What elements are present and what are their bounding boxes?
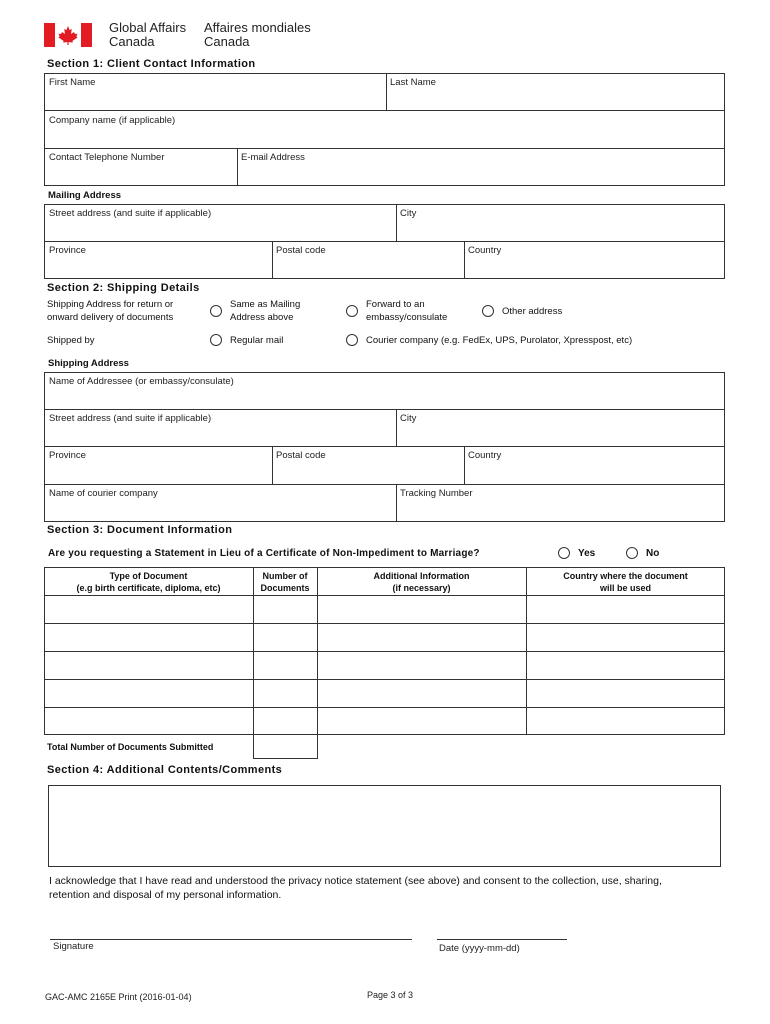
government-logo (44, 23, 92, 47)
page-number: Page 3 of 3 (367, 990, 414, 1000)
section-2-title: Section 2: Shipping Details (47, 282, 200, 294)
courier-name-label: Name of courier company (49, 488, 158, 499)
statement-no-radio[interactable] (626, 547, 638, 559)
logo-text-fr-1: Affaires mondiales (204, 20, 311, 35)
col-number-header (253, 570, 317, 594)
mailing-postal-label: Postal code (276, 245, 326, 256)
regular-mail-radio[interactable] (210, 334, 222, 346)
doc-type-cell[interactable] (46, 710, 255, 735)
same-as-mailing-label-2: Address above (230, 311, 294, 323)
courier-company-radio[interactable] (346, 334, 358, 346)
mailing-street-label: Street address (and suite if applicable) (49, 208, 212, 219)
doc-country-cell[interactable] (528, 682, 727, 707)
shipping-address-option-label (47, 299, 173, 324)
email-input[interactable] (240, 165, 727, 185)
shipping-postal-label: Postal code (276, 450, 326, 461)
email-label: E-mail Address (241, 152, 305, 163)
statement-question: Are you requesting a Statement in Lieu of a Certificate of Non-Impediment to Marriage? (48, 548, 480, 559)
first-name-input[interactable] (46, 90, 388, 110)
shipping-city-input[interactable] (399, 426, 727, 446)
doc-type-cell[interactable] (46, 626, 255, 651)
forward-embassy-label-2: embassy/consulate (366, 311, 448, 323)
date-input[interactable] (437, 918, 571, 940)
logo-text-fr-2: Canada (204, 34, 250, 49)
col-number-header-1: Number of (262, 571, 308, 581)
company-label: Company name (if applicable) (49, 115, 176, 126)
total-documents-label: Total Number of Documents Submitted (47, 742, 214, 752)
statement-yes-label: Yes (578, 548, 596, 559)
divider (44, 679, 725, 680)
statement-no-label: No (646, 548, 660, 559)
comments-textarea[interactable] (50, 787, 723, 869)
doc-country-cell[interactable] (528, 710, 727, 735)
col-type-header-1: Type of Document (109, 571, 188, 581)
same-as-mailing-label (230, 299, 300, 324)
shipping-street-input[interactable] (46, 426, 398, 446)
regular-mail-label: Regular mail (230, 335, 284, 346)
col-info-header-2: (if necessary) (392, 583, 451, 593)
mailing-province-label: Province (49, 245, 86, 256)
mailing-country-input[interactable] (467, 258, 727, 278)
doc-number-cell[interactable] (255, 598, 319, 623)
doc-info-cell[interactable] (319, 654, 528, 679)
date-line (437, 939, 567, 940)
privacy-acknowledgement (49, 874, 662, 902)
shipping-street-label: Street address (and suite if applicable) (49, 413, 212, 424)
shipping-province-label: Province (49, 450, 86, 461)
doc-info-cell[interactable] (319, 710, 528, 735)
doc-type-cell[interactable] (46, 598, 255, 623)
signature-line (50, 939, 412, 940)
signature-label: Signature (53, 941, 94, 952)
divider (44, 595, 725, 596)
other-address-label: Other address (502, 306, 563, 317)
doc-country-cell[interactable] (528, 626, 727, 651)
divider (44, 446, 725, 447)
col-type-header-2: (e.g birth certificate, diploma, etc) (76, 583, 221, 593)
shipping-country-label: Country (468, 450, 502, 461)
shipping-city-label: City (400, 413, 417, 424)
tracking-number-input[interactable] (399, 501, 727, 521)
addressee-input[interactable] (46, 389, 727, 409)
divider (44, 623, 725, 624)
mailing-country-label: Country (468, 245, 502, 256)
forward-embassy-label (366, 299, 447, 324)
other-address-radio[interactable] (482, 305, 494, 317)
mailing-postal-input[interactable] (275, 258, 466, 278)
shipped-by-label: Shipped by (47, 335, 95, 346)
company-input[interactable] (46, 128, 727, 148)
divider (44, 707, 725, 708)
date-label: Date (yyyy-mm-dd) (439, 943, 520, 954)
section-3-title: Section 3: Document Information (47, 524, 233, 536)
doc-number-cell[interactable] (255, 626, 319, 651)
mailing-city-label: City (400, 208, 417, 219)
shipping-province-input[interactable] (46, 463, 274, 483)
shipping-country-input[interactable] (467, 463, 727, 483)
doc-type-cell[interactable] (46, 654, 255, 679)
col-country-header (526, 570, 725, 594)
total-documents-input[interactable] (255, 737, 319, 759)
doc-number-cell[interactable] (255, 654, 319, 679)
doc-info-cell[interactable] (319, 626, 528, 651)
section-4-title: Section 4: Additional Contents/Comments (47, 764, 283, 776)
col-number-header-2: Documents (260, 583, 310, 593)
col-info-header-1: Additional Information (373, 571, 470, 581)
signature-input[interactable] (50, 918, 416, 940)
doc-country-cell[interactable] (528, 654, 727, 679)
canada-flag-icon (44, 23, 92, 47)
col-type-header (44, 570, 253, 594)
mailing-province-input[interactable] (46, 258, 274, 278)
divider (44, 651, 725, 652)
phone-label: Contact Telephone Number (49, 152, 165, 163)
privacy-acknowledgement-line-1: I acknowledge that I have read and understood the privacy notice statement (see above) and consent to the collection, use, sharing, (49, 875, 662, 887)
doc-country-cell[interactable] (528, 598, 727, 623)
statement-yes-radio[interactable] (558, 547, 570, 559)
divider (44, 110, 725, 111)
doc-number-cell[interactable] (255, 682, 319, 707)
shipping-address-option-label-2: onward delivery of documents (47, 311, 174, 323)
phone-input[interactable] (46, 165, 239, 185)
forward-embassy-label-1: Forward to an (366, 299, 425, 310)
doc-info-cell[interactable] (319, 598, 528, 623)
doc-info-cell[interactable] (319, 682, 528, 707)
first-name-label: First Name (49, 77, 96, 88)
privacy-acknowledgement-line-2: retention and disposal of my personal information. (49, 889, 282, 901)
divider (44, 409, 725, 410)
forward-embassy-radio[interactable] (346, 305, 358, 317)
logo-text-en-2: Canada (109, 34, 155, 49)
shipping-address-title: Shipping Address (48, 358, 129, 369)
divider (44, 148, 725, 149)
divider (44, 484, 725, 485)
courier-name-input[interactable] (46, 501, 398, 521)
shipping-postal-input[interactable] (275, 463, 466, 483)
logo-text-en-1: Global Affairs (109, 20, 187, 35)
last-name-label: Last Name (390, 77, 436, 88)
mailing-city-input[interactable] (399, 221, 727, 241)
same-as-mailing-radio[interactable] (210, 305, 222, 317)
divider (44, 241, 725, 242)
doc-number-cell[interactable] (255, 710, 319, 735)
addressee-label: Name of Addressee (or embassy/consulate) (49, 376, 234, 387)
shipping-address-option-label-1: Shipping Address for return or (47, 299, 174, 310)
mailing-address-title: Mailing Address (48, 190, 122, 201)
form-identifier: GAC-AMC 2165E Print (2016-01-04) (45, 992, 192, 1002)
mailing-street-input[interactable] (46, 221, 398, 241)
col-country-header-1: Country where the document (563, 571, 688, 581)
courier-company-label: Courier company (e.g. FedEx, UPS, Purolator, Xpresspost, etc) (366, 335, 633, 346)
col-country-header-2: will be used (599, 583, 651, 593)
section-1-title: Section 1: Client Contact Information (47, 58, 256, 70)
last-name-input[interactable] (389, 90, 727, 110)
col-info-header (317, 570, 526, 594)
same-as-mailing-label-1: Same as Mailing (230, 299, 301, 310)
tracking-number-label: Tracking Number (400, 488, 473, 499)
doc-type-cell[interactable] (46, 682, 255, 707)
